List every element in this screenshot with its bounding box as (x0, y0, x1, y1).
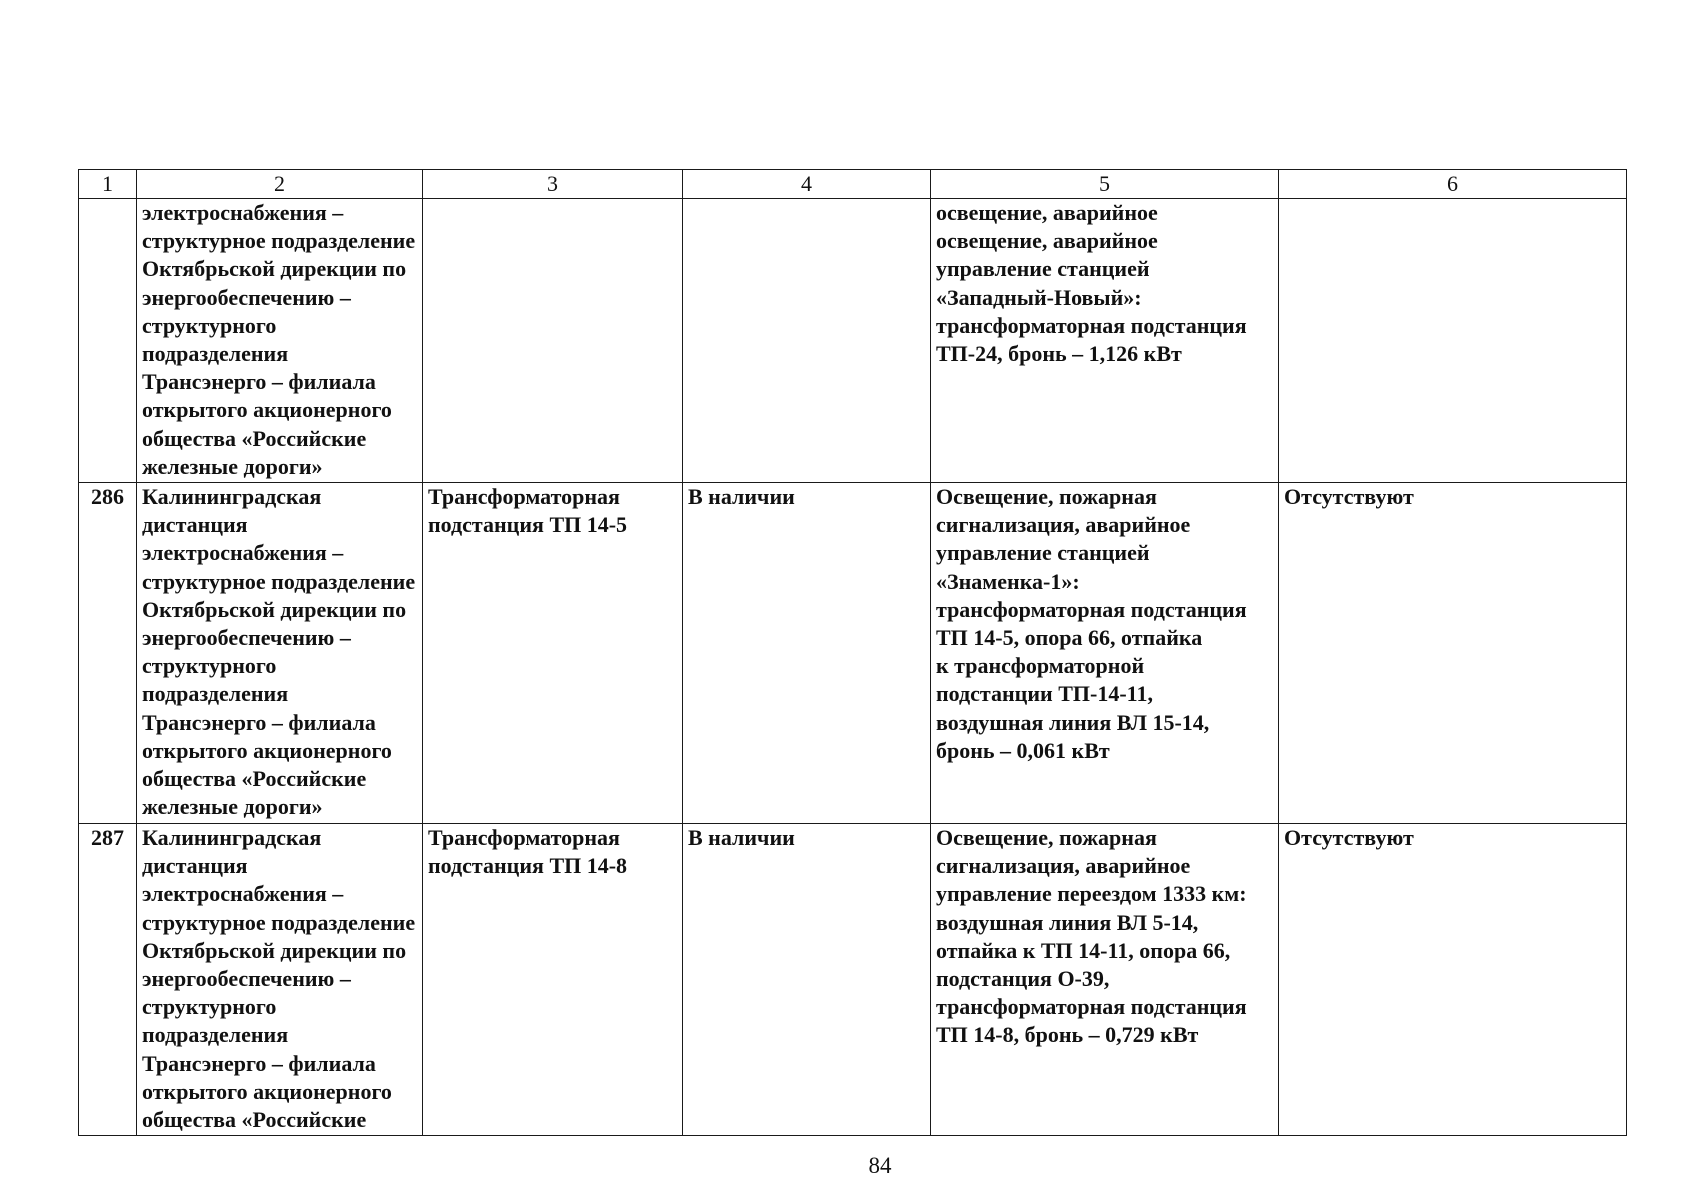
object-cell: Трансформаторная подстанция ТП 14-5 (423, 483, 683, 824)
table-row (79, 824, 1627, 1136)
header-row (79, 170, 1627, 199)
description-cell: Освещение, пожарная сигнализация, аварийное управление станцией «Знаменка-1»: трансформаторная подстанция ТП 14-5, опора 66, отпайка к трансформаторной подстанции ТП-14-11, воздушная линия ВЛ 15-14, бронь – 0,061 кВт (931, 483, 1279, 824)
column-header-3: 3 (423, 170, 683, 199)
object-cell: Трансформаторная подстанция ТП 14-8 (423, 824, 683, 1136)
organization-cell: Калининградская дистанция электроснабжения – структурное подразделение Октябрьской дирекции по энергообеспечению – структурного подразделения Трансэнерго – филиала открытого акционерного общества «Российские (137, 824, 423, 1136)
availability-cell: В наличии (683, 824, 931, 1136)
organization-cell: Калининградская дистанция электроснабжения – структурное подразделение Октябрьской дирекции по энергообеспечению – структурного подразделения Трансэнерго – филиала открытого акционерного общества «Российские железные дороги» (137, 483, 423, 824)
row-number (79, 199, 137, 483)
column-header-6: 6 (1279, 170, 1627, 199)
notes-cell: Отсутствуют (1279, 824, 1627, 1136)
column-header-4: 4 (683, 170, 931, 199)
table-row (79, 199, 1627, 483)
page-number: 84 (868, 1153, 892, 1178)
data-table (78, 169, 1627, 1136)
organization-cell: электроснабжения – структурное подразделение Октябрьской дирекции по энергообеспечению – структурного подразделения Трансэнерго – филиала открытого акционерного общества «Российские железные дороги» (137, 199, 423, 483)
availability-cell: В наличии (683, 483, 931, 824)
column-header-1: 1 (79, 170, 137, 199)
column-header-2: 2 (137, 170, 423, 199)
description-cell: освещение, аварийное освещение, аварийное управление станцией «Западный-Новый»: трансформаторная подстанция ТП-24, бронь – 1,126 кВт (931, 199, 1279, 483)
description-cell: Освещение, пожарная сигнализация, аварийное управление переездом 1333 км: воздушная линия ВЛ 5-14, отпайка к ТП 14-11, опора 66, подстанция О-39, трансформаторная подстанция ТП 14-8, бронь – 0,729 кВт (931, 824, 1279, 1136)
availability-cell (683, 199, 931, 483)
notes-cell (1279, 199, 1627, 483)
column-header-5: 5 (931, 170, 1279, 199)
row-number: 287 (79, 824, 137, 1136)
notes-cell: Отсутствуют (1279, 483, 1627, 824)
object-cell (423, 199, 683, 483)
table-row (79, 483, 1627, 824)
row-number: 286 (79, 483, 137, 824)
